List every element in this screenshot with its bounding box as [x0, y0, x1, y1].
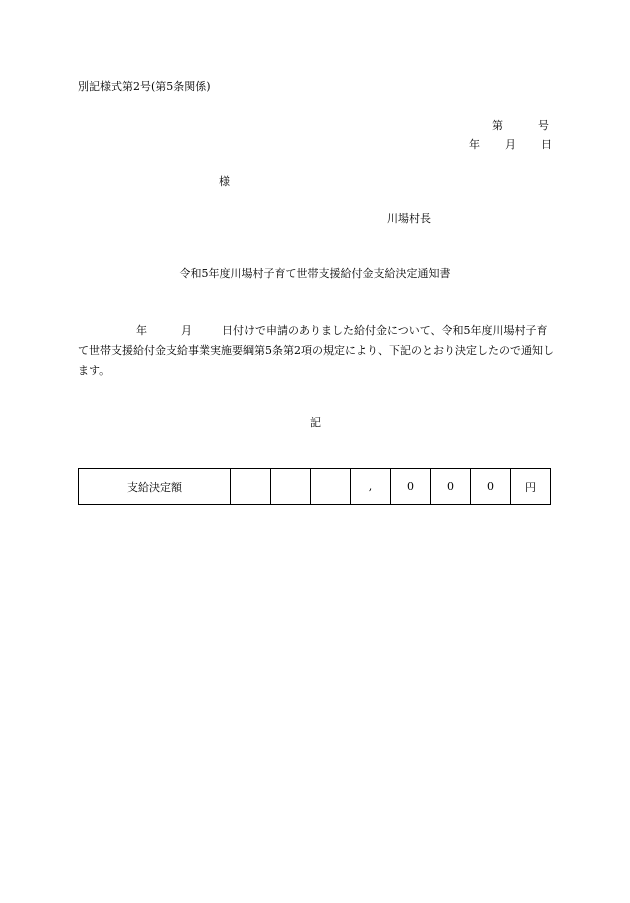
date-day-label: 日	[541, 138, 552, 151]
body-month-label: 月	[181, 324, 192, 337]
amount-table	[78, 468, 551, 505]
ki-heading: 記	[310, 416, 321, 429]
document-title: 令和5年度川場村子育て世帯支援給付金支給決定通知書	[179, 267, 451, 280]
body-year-label: 年	[136, 324, 147, 337]
date-month-label: 月	[505, 138, 516, 151]
date-year-label: 年	[469, 138, 480, 151]
amount-unit-cell: 円	[511, 469, 551, 505]
amount-digit-cell	[311, 469, 351, 505]
sender-name: 川場村長	[387, 212, 431, 225]
body-text: 日付けで申請のありました給付金について、令和5年度川場村子育て世帯支援給付金支給事業実施要綱第5条第2項の規定により、下記のとおり決定したので通知します。	[78, 324, 554, 377]
amount-digit-cell: 0	[391, 469, 431, 505]
document-number-go: 号	[538, 119, 549, 132]
amount-digit-cell: 0	[471, 469, 511, 505]
addressee-honorific: 様	[219, 175, 230, 188]
amount-comma-cell: ,	[351, 469, 391, 505]
amount-digit-cell	[231, 469, 271, 505]
document-number-dai: 第	[492, 119, 503, 132]
amount-digit-cell	[271, 469, 311, 505]
amount-digit-cell: 0	[431, 469, 471, 505]
form-label: 別記様式第2号(第5条関係)	[78, 80, 211, 93]
amount-row	[79, 469, 551, 505]
amount-label: 支給決定額	[79, 469, 231, 505]
body-paragraph	[78, 321, 554, 381]
